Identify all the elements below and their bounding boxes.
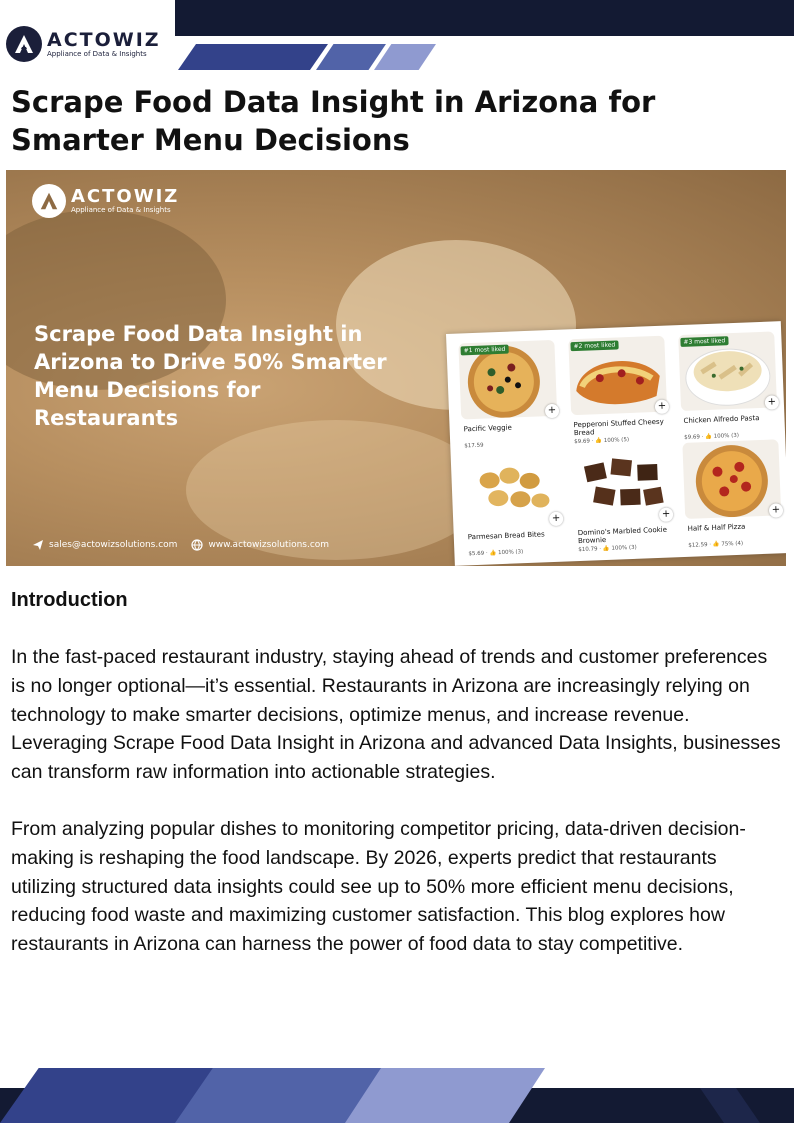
add-dish-button[interactable]: + [545, 404, 560, 419]
globe-icon [191, 539, 203, 551]
dish-badge: #3 most liked [680, 336, 728, 347]
header-stripe-dark [178, 44, 328, 70]
page-title: Scrape Food Data Insight in Arizona for Smarter Menu Decisions [11, 85, 656, 157]
dish-meta: $5.69 · 👍 100% (3) [468, 549, 524, 558]
brand-logo[interactable] [6, 26, 161, 62]
add-dish-button[interactable]: + [549, 512, 564, 527]
dish-badge: #1 most liked [460, 345, 508, 356]
dish-badge: #2 most liked [570, 340, 618, 351]
dish-meta: $9.69 · 👍 100% (3) [684, 432, 740, 441]
dish-name: Parmesan Bread Bites [467, 530, 545, 542]
dish-card[interactable] [459, 447, 571, 563]
add-dish-button[interactable]: + [655, 400, 670, 415]
brand-name: ACTOWIZ [47, 28, 161, 51]
banner-contacts [32, 539, 343, 551]
dish-card[interactable] [674, 331, 786, 447]
banner-headline: Scrape Food Data Insight in Arizona to Drive 50% Smarter Menu Decisions for Restaurants [34, 322, 387, 430]
brand-tagline: Appliance of Data & Insights [47, 49, 147, 58]
dish-card[interactable] [568, 443, 680, 559]
send-icon [32, 539, 44, 551]
hero-banner [6, 170, 786, 566]
banner-email-text: sales@actowizsolutions.com [49, 540, 178, 550]
dish-card[interactable] [564, 335, 676, 451]
dish-card[interactable] [454, 340, 566, 456]
intro-paragraph: From analyzing popular dishes to monitoring competitor pricing, data-driven decision-making is reshaping the food landscape. By 2026, experts predict that restaurants utilizing structured data insights could see up to 50% more efficient menu decisions, reducing food waste and maximizing customer satisfaction. This blog explores how restaurants in Arizona can harness the power of food data to stay competitive. [11, 818, 746, 956]
dish-image [682, 439, 781, 519]
dish-name: Pacific Veggie [463, 423, 512, 434]
add-dish-button[interactable]: + [765, 395, 780, 410]
add-dish-button[interactable]: + [769, 503, 784, 518]
dish-name: Pepperoni Stuffed Cheesy Bread [573, 417, 664, 438]
banner-logo-mark-icon [32, 184, 66, 218]
footer-white-corner [580, 1068, 794, 1088]
add-dish-button[interactable]: + [659, 507, 674, 522]
logo-mark-icon [6, 26, 42, 62]
dish-meta: $9.69 · 👍 100% (5) [574, 437, 630, 446]
dish-card[interactable] [678, 439, 786, 555]
banner-website[interactable] [191, 539, 329, 551]
banner-website-text: www.actowizsolutions.com [208, 540, 330, 550]
dish-image [572, 444, 671, 524]
dish-meta: $12.59 · 👍 75% (4) [688, 540, 744, 549]
dish-meta: $17.59 [464, 442, 484, 450]
dish-name: Half & Half Pizza [687, 522, 746, 533]
menu-card-panel [446, 321, 786, 566]
banner-logo [32, 184, 179, 218]
dish-meta: $10.79 · 👍 100% (3) [578, 544, 637, 554]
banner-brand-name: ACTOWIZ [71, 186, 180, 207]
banner-email[interactable] [32, 539, 177, 551]
dish-name: Domino's Marbled Cookie Brownie [577, 525, 668, 546]
banner-brand-tagline: Appliance of Data & Insights [71, 206, 171, 214]
dish-name: Chicken Alfredo Pasta [683, 414, 760, 425]
header-stripe-mid [316, 44, 386, 70]
intro-paragraph: In the fast-paced restaurant industry, staying ahead of trends and customer preferences is no longer optional—it’s essential. Restaurants in Arizona are increasingly relying on technology to make smarter decisions, optimize menus, and increase revenue. Leveraging Scrape Food Data Insight in Arizona and advanced Data Insights, businesses can transform raw information into actionable strategies. [11, 646, 781, 784]
dish-image [463, 448, 562, 528]
intro-heading: Introduction [11, 589, 128, 611]
